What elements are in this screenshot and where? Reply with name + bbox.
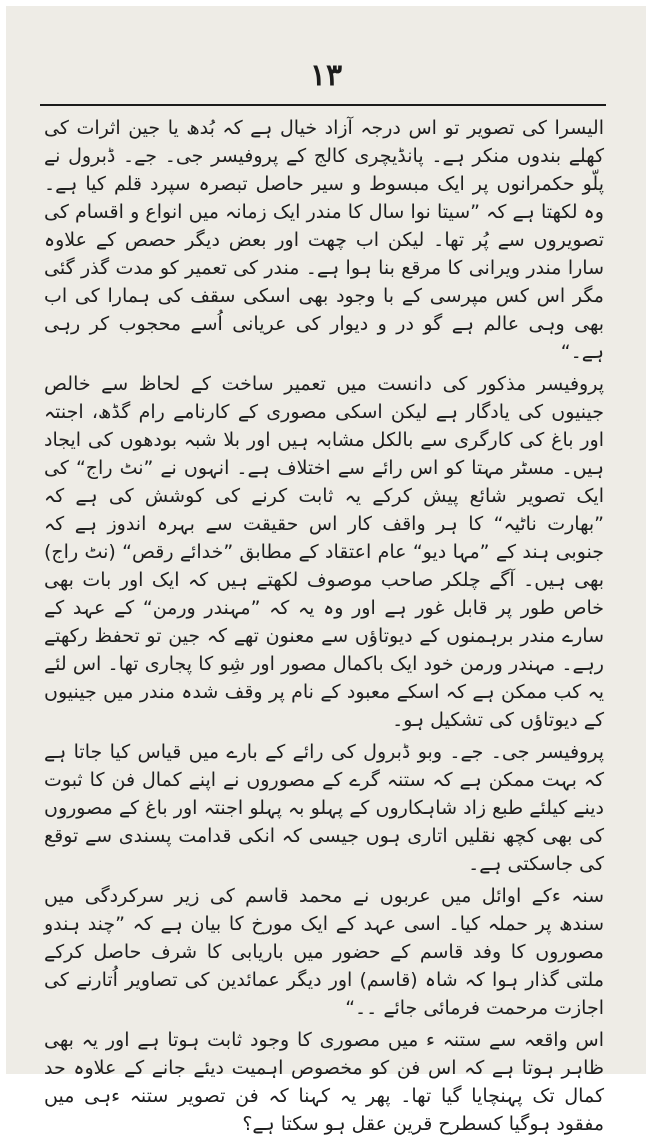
paragraph-3: پروفیسر جی۔ جے۔ وبو ڈبرول کی رائے کے بارے میں قیاس کیا جاتا ہے کہ بہت ممکن ہے کہ ستنہ گرے کے مصوروں نے اپنے کمال فن کا ثبوت دینے کیلئے طبع زاد شاہکاروں کے پہلو بہ پہلو اجنتہ اور باغ کے مصوروں کی بھی کچھ نقلیں اتاری ہوں جیسی کہ انکی قدامت پسندی سے توقع کی جاسکتی ہے۔ — [44, 741, 604, 875]
paragraph-5: اس واقعہ سے ستنہ ء میں مصوری کا وجود ثابت ہوتا ہے اور یہ بھی ظاہر ہوتا ہے کہ اس فن کو مخصوص اہمیت دیئے جانے کے علاوہ حد کمال تک پہنچایا گیا تھا۔ پھر یہ کہنا کہ فن تصویر ستنہ ءہی میں مفقود ہوگیا کسطرح قرین عقل ہو سکتا ہے؟ — [44, 1029, 604, 1135]
paragraph-2: پروفیسر مذکور کی دانست میں تعمیر ساخت کے لحاظ سے خالص جینیوں کی یادگار ہے لیکن اسکی مصوری کے کارنامے رام گڈھ، اجنتہ اور باغ کی کارگری سے بالکل مشابہ ہیں اور بلا شبہ بودھوں کی ایجاد ہیں۔ مسٹر مہتا کو اس رائے سے اختلاف ہے۔ انہوں نے ”نٹ راج“ کی ایک تصویر شائع پیش کرکے یہ ثابت کرنے کی کوشش کی ہے کہ ”بھارت ناٹیہ“ کا ہر واقف کار اس حقیقت سے بہرہ اندوز ہے کہ جنوبی ہند کے ”مہا دیو“ عام اعتقاد کے مطابق ”خدائے رقص“ (نٹ راج) بھی ہیں۔ آگے چلکر صاحب موصوف لکھتے ہیں کہ ایک اور بات بھی خاص طور پر قابل غور ہے اور وہ یہ کہ ”مہندر ورمن“ کے عہد کے سارے مندر برہمنوں کے دیوتاؤں سے معنون تھے کہ جین تو تحفظ رکھتے رہے۔ مہندر ورمن خود ایک باکمال مصور اور شِو کا پجاری تھا۔ اس لئے یہ کب ممکن ہے کہ اسکے معبود کے نام پر وقف شدہ مندر میں جینیوں کے دیوتاؤں کی تشکیل ہو۔ — [44, 373, 604, 731]
page-number: ۱۳ — [309, 58, 343, 93]
page-body — [44, 114, 604, 1138]
header-rule — [40, 104, 606, 106]
book-page — [6, 6, 646, 1135]
paragraph-4: سنہ ءکے اوائل میں عربوں نے محمد قاسم کی زیر سرکردگی میں سندھ پر حملہ کیا۔ اسی عہد کے ایک مورخ کا بیان ہے کہ ”چند ہندو مصوروں کا وفد قاسم کے حضور میں باریابی کا شرف حاصل کرکے ملتی گذار ہوا کہ شاہ (قاسم) اور دیگر عمائدین کی تصاویر اُتارنے کی اجازت مرحمت فرمائی جائے ۔۔“ — [44, 885, 604, 1019]
paragraph-1: الیسرا کی تصویر تو اس درجہ آزاد خیال ہے کہ بُدھ یا جین اثرات کی کھلے بندوں منکر ہے۔ پانڈیچری کالج کے پروفیسر جی۔ جے۔ ڈبرول نے پلّو حکمرانوں پر ایک مبسوط و سیر حاصل تبصرہ سپرد قلم کیا ہے۔ وہ لکھتا ہے کہ ”سیتا نوا سال کا مندر ایک زمانہ میں انواع و اقسام کی تصویروں سے پُر تھا۔ لیکن اب چھت اور بعض دیگر حصص کے علاوہ سارا مندر ویرانی کا مرقع بنا ہوا ہے۔ مندر کی تعمیر کو مدت گذر گئی مگر اس کس مپرسی کے با وجود بھی اسکی سقف کی ہمارا کی اب بھی وہی عالم ہے گو در و دیوار کی عریانی اُسے محجوب کر رہی ہے۔“ — [44, 117, 604, 363]
